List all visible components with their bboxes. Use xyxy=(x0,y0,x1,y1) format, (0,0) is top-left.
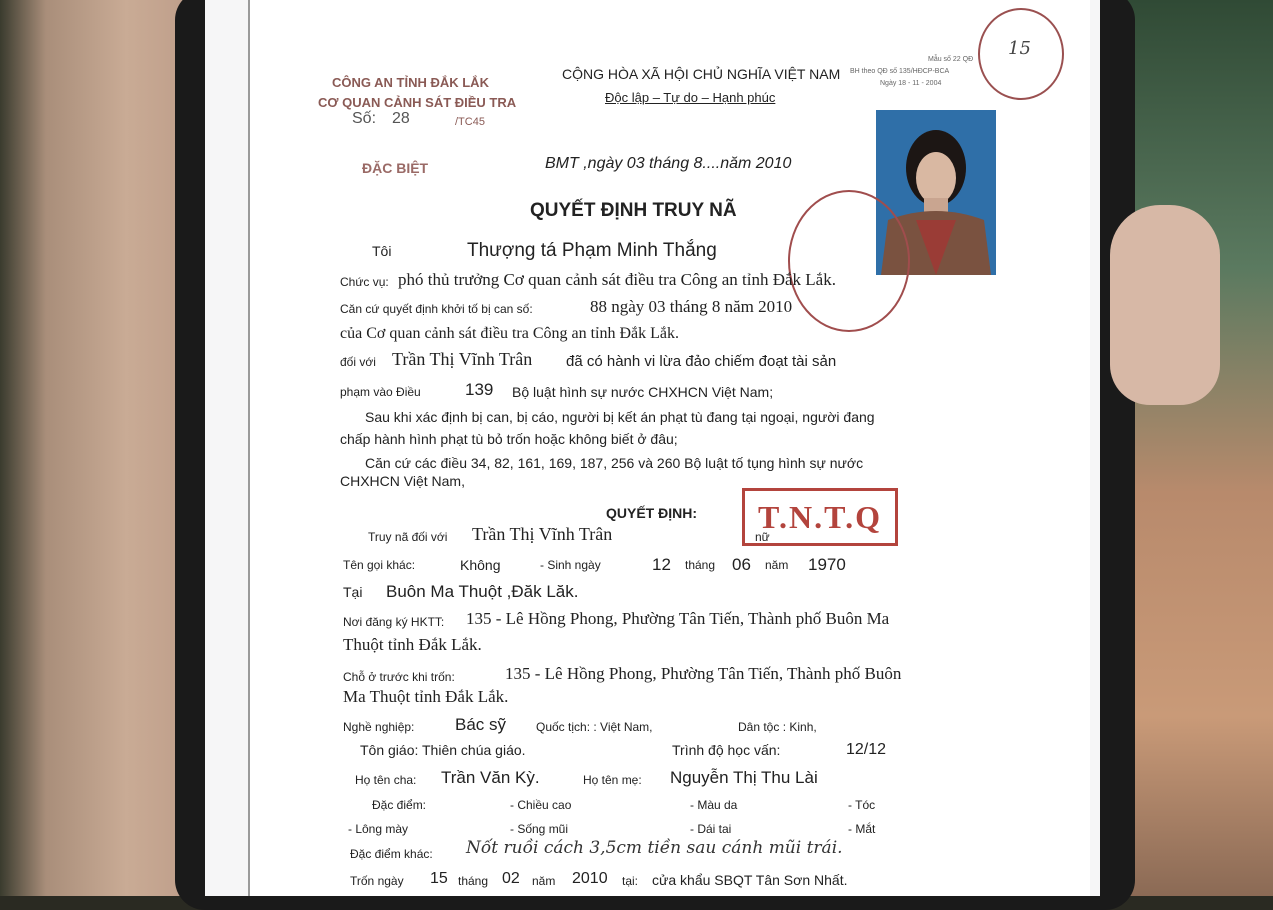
me-value: Nguyễn Thị Thu Lài xyxy=(670,768,818,787)
agency-line1: CÔNG AN TỈNH ĐẮK LẮK xyxy=(332,75,489,90)
long-may: - Lông mày xyxy=(348,822,409,836)
song-mui: - Sống mũi xyxy=(510,822,569,836)
tai-value: Buôn Ma Thuột ,Đăk Lăk. xyxy=(386,582,579,601)
nghe-nghiep-label: Nghề nghiệp: xyxy=(343,720,415,734)
date-line: BMT ,ngày 03 tháng 8....năm 2010 xyxy=(545,155,792,172)
chuc-vu-value: phó thủ trưởng Cơ quan cảnh sát điều tra Công an tỉnh Đắk Lắk. xyxy=(398,270,836,289)
trinh-do-label: Trình độ học vấn: xyxy=(672,742,781,758)
me-label: Họ tên mẹ: xyxy=(583,773,642,787)
tron-nam-label: năm xyxy=(532,874,556,888)
can-cu-dieu-line1: Căn cứ các điều 34, 82, 161, 169, 187, 256 và 260 Bộ luật tố tụng hình sự nước xyxy=(365,455,864,471)
dai-tai: - Dái tai xyxy=(690,822,732,836)
doc-number-suffix: /TC45 xyxy=(455,116,485,128)
toc: - Tóc xyxy=(848,798,876,812)
ten-goi-khac-label: Tên gọi khác: xyxy=(343,558,416,572)
republic-title: CỘNG HÒA XÃ HỘI CHỦ NGHĨA VIỆT NAM xyxy=(562,66,841,82)
mau-da: - Màu da xyxy=(690,798,738,812)
trinh-do-value: 12/12 xyxy=(846,741,887,758)
tron-thang-label: tháng xyxy=(458,874,489,888)
ton-giao: Tôn giáo: Thiên chúa giáo. xyxy=(360,742,526,758)
chieu-cao: - Chiều cao xyxy=(510,798,572,812)
truy-na-name: Trần Thị Vĩnh Trân xyxy=(472,524,613,544)
officer-name: Thượng tá Phạm Minh Thắng xyxy=(467,240,717,261)
truy-na-label: Truy nã đối với xyxy=(368,530,448,544)
can-cu-label: Căn cứ quyết định khởi tố bị can số: xyxy=(340,302,533,316)
cho-o-line2: Ma Thuột tỉnh Đắk Lắk. xyxy=(343,687,509,706)
can-cu-value: 88 ngày 03 tháng 8 năm 2010 xyxy=(590,297,793,316)
ten-goi-khac: Không xyxy=(460,557,501,573)
tron-year: 2010 xyxy=(572,870,608,887)
doc-number-label: Số: xyxy=(352,110,377,127)
pham-dieu: 139 xyxy=(465,380,494,399)
hktt-line2: Thuột tỉnh Đắk Lắk. xyxy=(343,635,482,654)
tron-month: 02 xyxy=(502,870,520,887)
sinh-month: 06 xyxy=(732,555,751,574)
tai-label: Tại xyxy=(343,584,363,600)
sinh-nam-label: năm xyxy=(765,558,789,572)
sau-khi-line2: chấp hành hình phạt tù bỏ trốn hoặc không biết ở đâu; xyxy=(340,431,678,447)
seal-stamp-photo xyxy=(788,190,910,332)
thumb xyxy=(1110,205,1220,405)
hktt-line1: 135 - Lê Hồng Phong, Phường Tân Tiến, Thành phố Buôn Ma xyxy=(466,609,890,628)
tron-day: 15 xyxy=(430,870,448,887)
doc-number-value: 28 xyxy=(392,110,410,127)
tron-tai-value: cửa khẩu SBQT Tân Sơn Nhất. xyxy=(652,872,848,888)
nghe-nghiep-value: Bác sỹ xyxy=(455,715,507,734)
mat: - Mắt xyxy=(848,822,876,836)
tntq-stamp: T.N.T.Q xyxy=(742,488,898,546)
dac-diem-khac-label: Đặc điểm khác: xyxy=(350,847,433,861)
doi-voi-name: Trần Thị Vĩnh Trân xyxy=(392,349,533,369)
sinh-thang-label: tháng xyxy=(685,558,716,572)
cho-o-label: Chỗ ở trước khi trốn: xyxy=(343,670,455,684)
form-date: Ngày 18 - 11 - 2004 xyxy=(880,80,942,87)
document-title: QUYẾT ĐỊNH TRUY NÃ xyxy=(530,200,737,221)
hanh-vi: đã có hành vi lừa đảo chiếm đoạt tài sản xyxy=(566,353,837,370)
cua-line: của Cơ quan cảnh sát điều tra Công an tỉnh Đắk Lắk. xyxy=(340,325,680,342)
form-reference: BH theo QĐ số 135/HĐCP-BCA xyxy=(850,68,950,75)
stamp-number: 15 xyxy=(1008,38,1031,59)
sau-khi-line1: Sau khi xác định bị can, bị cáo, người bị kết án phạt tù đang tại ngoại, người đang xyxy=(365,409,875,425)
pham-rest: Bộ luật hình sự nước CHXHCN Việt Nam; xyxy=(512,384,774,400)
sinh-year: 1970 xyxy=(808,555,846,574)
quoc-tich: Quốc tịch: : Việt Nam, xyxy=(536,720,653,734)
doi-voi-label: đối với xyxy=(340,355,376,369)
chuc-vu-label: Chức vụ: xyxy=(340,275,389,289)
special-mark: ĐẶC BIỆT xyxy=(362,160,429,176)
hktt-label: Nơi đăng ký HKTT: xyxy=(343,615,445,629)
cha-label: Họ tên cha: xyxy=(355,773,417,787)
motto: Độc lập – Tự do – Hạnh phúc xyxy=(605,90,776,105)
pham-label: phạm vào Điều xyxy=(340,385,421,399)
sinh-day: 12 xyxy=(652,555,671,574)
dan-toc: Dân tộc : Kinh, xyxy=(738,720,817,734)
tron-ngay-label: Trốn ngày xyxy=(350,874,404,888)
sinh-ngay-label: - Sinh ngày xyxy=(540,558,601,572)
gender: nữ xyxy=(755,530,770,544)
cha-value: Trần Văn Kỳ. xyxy=(441,768,540,787)
toi-label: Tôi xyxy=(372,243,392,259)
form-number: Mẫu số 22 QĐ xyxy=(928,56,974,63)
cho-o-line1: 135 - Lê Hồng Phong, Phường Tân Tiến, Thành phố Buôn xyxy=(505,664,902,683)
dac-diem-label: Đặc điểm: xyxy=(372,798,427,812)
tron-tai-label: tại: xyxy=(622,874,639,888)
decision-label: QUYẾT ĐỊNH: xyxy=(606,505,697,521)
dac-diem-khac-value: Nốt ruồi cách 3,5cm tiền sau cánh mũi trái. xyxy=(466,838,843,858)
can-cu-dieu-line2: CHXHCN Việt Nam, xyxy=(340,473,465,489)
agency-line2: CƠ QUAN CẢNH SÁT ĐIỀU TRA xyxy=(318,95,517,110)
